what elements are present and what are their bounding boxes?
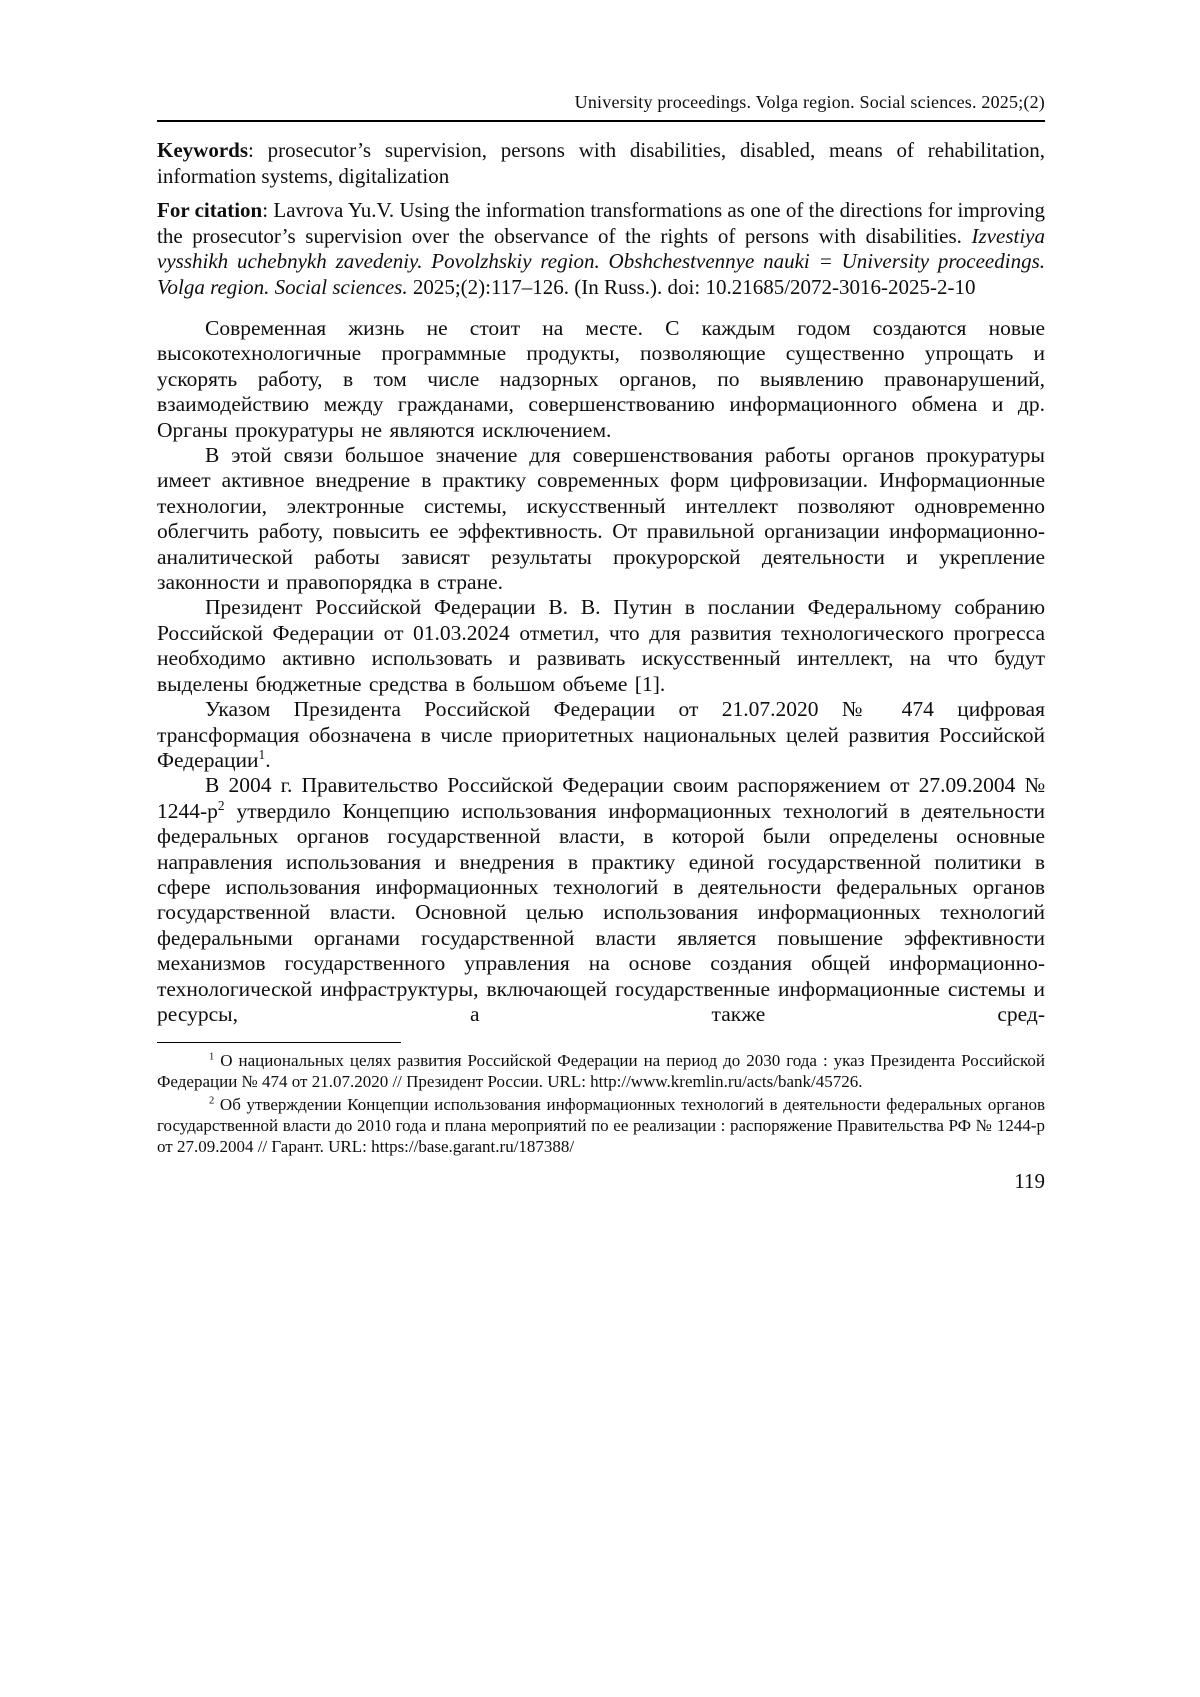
keywords-paragraph [157, 138, 1045, 189]
text-run: : prosecutor’s supervision, persons with disabilities, disabled, means of rehabilitation, information systems, digitalization [157, 138, 1045, 188]
body-paragraph-5 [157, 773, 1045, 1027]
citation-paragraph [157, 198, 1045, 300]
text-run: В этой связи большое значение для совершенствования работы органов прокуратуры имеет активное внедрение в практику современных форм цифровизации. Информационные технологии, электронные системы, искусственный интеллект позволяют одновременно облегчить работу, повысить ее эффективность. От правильной организации информационно-аналитической работы зависят результаты прокурорской деятельности и укрепление законности и правопорядка в стране. [157, 443, 1045, 595]
footnotes-section [157, 1050, 1045, 1157]
footnote-rule [157, 1042, 401, 1043]
text-run: 2025;(2):117–126. (In Russ.). doi: 10.21685/2072-3016-2025-2-10 [407, 274, 976, 299]
footnote-marker: 1 [258, 746, 266, 762]
body-paragraph-3 [157, 595, 1045, 697]
footnote-marker: 2 [217, 797, 225, 813]
text-run: . [265, 747, 271, 772]
text-run: : Lavrova Yu.V. Using the information transformations as one of the directions for improving the prosecutor’s supervision over the observance of the rights of persons with disabilities. [157, 198, 1045, 248]
text-run: Современная жизнь не стоит на месте. С каждым годом создаются новые высокотехнологичные программные продукты, позволяющие существенно упрощать и ускорять работу, в том числе надзорных органов, по выявлению правонарушений, взаимодействию между гражданами, совершенствованию информационного обмена и др. Органы прокуратуры не являются исключением. [157, 316, 1045, 442]
body-paragraph-4 [157, 697, 1045, 773]
footnote-1 [157, 1050, 1045, 1092]
text-run: Указом Президента Российской Федерации от 21.07.2020 № 474 цифровая трансформация обозначена в числе приоритетных национальных целей развития Российской Федерации [157, 697, 1045, 772]
footnote-text: О национальных целях развития Российской Федерации на период до 2030 года : указ Президента Российской Федерации № 474 от 21.07.2020 // Президент России. URL: http://www.kremlin.ru/acts/bank/45726. [157, 1051, 1045, 1092]
body-section [157, 316, 1045, 1027]
text-run: For citation [157, 198, 263, 222]
text-run: Keywords [157, 138, 248, 162]
footnote-text: Об утверждении Концепции использования информационных технологий в деятельности федеральных органов государственной власти до 2010 года и плана мероприятий по ее реализации : распоряжение Правительства РФ № 1244-р от 27.09.2004 // Гарант. URL: https://base.garant.ru/187388/ [157, 1095, 1045, 1157]
footnote-number: 2 [209, 1095, 215, 1107]
page-number: 119 [1014, 1169, 1045, 1194]
footnote-2 [157, 1094, 1045, 1157]
text-run: Izvestiya vysshikh uchebnykh zavedeniy. Povolzhskiy region. Obshchestvennye nauki = University proceedings. Volga region. Social sciences. [157, 223, 1045, 299]
running-head: University proceedings. Volga region. Social sciences. 2025;(2) [574, 92, 1045, 112]
header-rule [157, 120, 1045, 122]
body-paragraph-2 [157, 443, 1045, 595]
text-run: В 2004 г. Правительство Российской Федерации своим распоряжением от 27.09.2004 № 1244-р [157, 773, 1045, 823]
footnote-number: 1 [209, 1051, 215, 1063]
text-run: утвердило Концепцию использования информационных технологий в деятельности федеральных органов государственной власти, в которой были определены основные направления использования и внедрения в практику единой государственной политики в сфере использования информационных технологий в деятельности федеральных органов государственной власти. Основной целью использования информационных технологий федеральными органами государственной власти является повышение эффективности механизмов государственного управления на основе создания общей информационно-технологической инфраструктуры, включающей государственные информационные системы и ресурсы, а также сред- [157, 798, 1045, 1026]
meta-section [157, 138, 1045, 300]
text-run: Президент Российской Федерации В. В. Путин в послании Федеральному собранию Российской Федерации от 01.03.2024 отметил, что для развития технологического прогресса необходимо активно использовать и развивать искусственный интеллект, на что будут выделены бюджетные средства в большом объеме [1]. [157, 595, 1045, 696]
body-paragraph-1 [157, 316, 1045, 443]
page-content [157, 0, 1045, 1194]
